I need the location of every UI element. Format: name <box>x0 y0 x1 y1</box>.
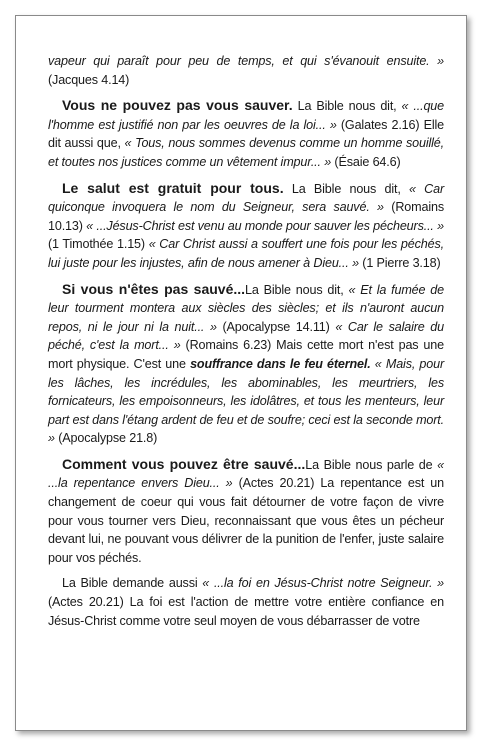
section-lead: Comment vous pouvez être sauvé... <box>62 455 306 472</box>
body-text: La Bible nous dit, <box>245 282 349 297</box>
body-text: La Bible nous dit, <box>292 99 402 114</box>
paragraph-p3 <box>48 280 444 448</box>
page-sheet <box>15 15 467 731</box>
paragraph-p5 <box>48 574 444 630</box>
body-text: (Romains 10.13) <box>48 200 444 233</box>
emphasis-text: souffrance dans le feu éternel. <box>190 356 371 371</box>
paragraph-p2 <box>48 179 444 273</box>
scripture-quote: « Tous, nous sommes devenus comme un homme souillé, et toutes nos justices comme un vêtement impur... » <box>48 136 444 169</box>
scripture-quote: « ...que l'homme est justifié non par les oeuvres de la loi... » <box>48 99 445 132</box>
body-text: (Apocalypse 21.8) <box>54 431 158 446</box>
scripture-quote: « Et la fumée de leur tourment montera aux siècles des siècles; et ils n'auront aucun repos, ni le jour ni la nuit... » <box>48 282 444 334</box>
body-text: (Actes 20.21) La foi est l'action de mettre votre entière confiance en Jésus-Christ comme votre seul moyen de vous débarrasser de votre <box>48 595 444 628</box>
scripture-quote: « Car Christ aussi a souffert une fois pour les péchés, lui juste pour les injustes, afin de nous amener à Dieu... » <box>48 237 444 270</box>
body-text: (1 Timothée 1.15) <box>48 237 149 252</box>
body-text: (Actes 20.21) La repentance est un changement de coeur qui vous fait détourner de votre façon de vivre pour vous tourner vers Dieu, reconnaissant que vous êtes un pécheur devant lui, ne pouvant vous délivrer de la punition de l'enfer, juste salaire pour vos péchés. <box>48 476 444 565</box>
scripture-quote: « Car quiconque invoquera le nom du Seigneur, sera sauvé. » <box>48 181 445 215</box>
body-text: La Bible nous dit, <box>283 181 409 196</box>
body-text: La Bible nous parle de <box>305 457 438 472</box>
scripture-quote: « ...la foi en Jésus-Christ notre Seigneur. » <box>202 576 444 591</box>
scripture-quote: « Mais, pour les lâches, les incrédules, les abominables, les meurtriers, les fornicateurs, les empoisonneurs, les idolâtres, et tous les menteurs, leur part est dans l'étang ardent de feu et de soufre; ceci est la seconde mort. » <box>48 356 445 446</box>
section-lead: Vous ne pouvez pas vous sauver. <box>62 97 293 114</box>
body-text: (Jacques 4.14) <box>48 72 130 87</box>
section-lead: Si vous n'êtes pas sauvé... <box>62 280 246 297</box>
body-text: (Apocalypse 14.11) <box>216 319 336 334</box>
scripture-quote: « ...Jésus-Christ est venu au monde pour sauver les pécheurs... » <box>86 218 444 233</box>
scripture-quote: vapeur qui paraît pour peu de temps, et qui s'évanouit ensuite. » <box>48 54 444 68</box>
body-text: (1 Pierre 3.18) <box>358 255 441 270</box>
section-lead: Le salut est gratuit pour tous. <box>62 179 284 196</box>
scripture-quote: « Car le salaire du péché, c'est la mort... » <box>48 319 444 353</box>
scripture-quote: « ...la repentance envers Dieu... » <box>48 457 444 491</box>
body-text: (Romains 6.23) Mais cette mort n'est pas une mort physique. C'est une <box>48 338 444 371</box>
tract-text <box>48 52 444 637</box>
body-text: La Bible demande aussi <box>62 576 203 591</box>
paragraph-p4 <box>48 455 444 568</box>
paragraph-p1 <box>48 96 444 171</box>
paragraph-p0 <box>48 52 444 89</box>
body-text: (Galates 2.16) Elle dit aussi que, <box>48 117 444 151</box>
body-text: (Ésaie 64.6) <box>331 154 401 169</box>
